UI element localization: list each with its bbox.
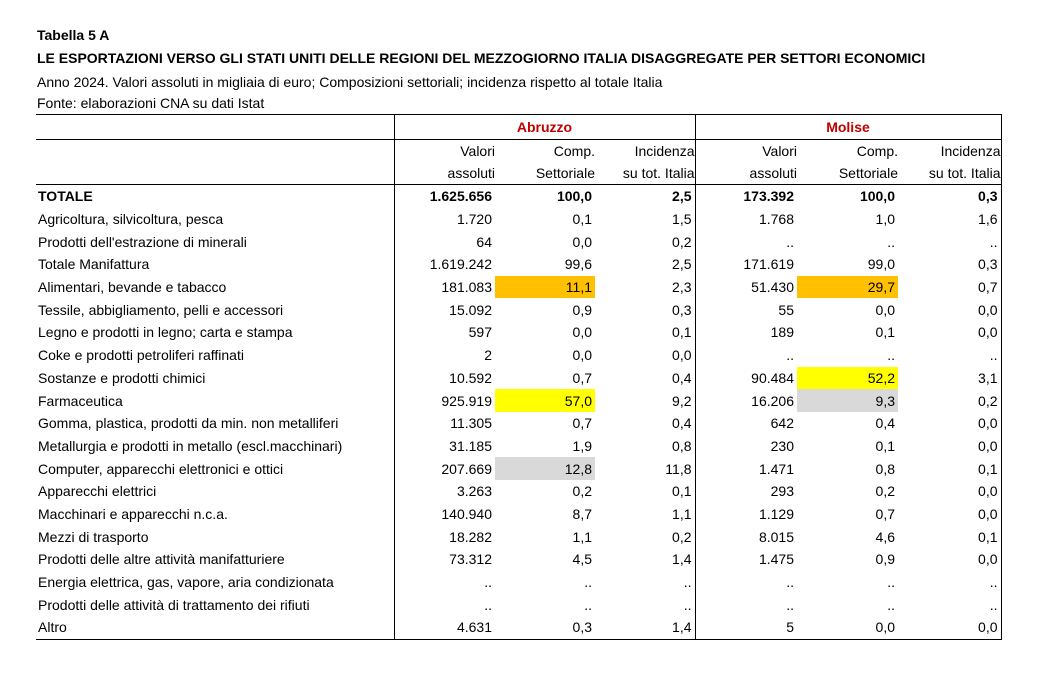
table-row xyxy=(36,208,1001,231)
col-valori-a-2: assoluti xyxy=(394,162,495,185)
col-inc-a-2: su tot. Italia xyxy=(595,162,695,185)
cell-m-comp: 52,2 xyxy=(797,367,898,390)
cell-m-val: 230 xyxy=(695,435,797,458)
cell-m-comp: 29,7 xyxy=(797,276,898,299)
cell-m-comp: 0,9 xyxy=(875,551,895,568)
cell-m-comp: 0,8 xyxy=(875,460,895,477)
cell-a-inc: 0,1 xyxy=(672,483,692,500)
cell-m-val: 642 xyxy=(695,412,797,435)
cell-m-val: .. xyxy=(695,344,797,367)
cell-a-val: 207.669 xyxy=(394,457,495,480)
col-inc-m-2: su tot. Italia xyxy=(898,162,1001,185)
cell-a-comp: 1,9 xyxy=(572,437,592,454)
cell-a-comp: 0,9 xyxy=(572,301,592,318)
cell-m-inc: 0,2 xyxy=(898,389,1001,412)
table-row xyxy=(36,548,1001,571)
cell-m-val: 293 xyxy=(695,480,797,503)
row-label: Mezzi di trasporto xyxy=(38,528,149,545)
row-label: Apparecchi elettrici xyxy=(38,483,157,500)
cell-a-comp: 11,1 xyxy=(495,276,595,299)
cell-m-inc: 0,0 xyxy=(898,616,1001,639)
row-label: Sostanze e prodotti chimici xyxy=(38,369,206,386)
cell-m-inc: .. xyxy=(898,344,1001,367)
cell-m-val: 1.129 xyxy=(695,503,797,526)
region-molise: Molise xyxy=(695,115,1001,140)
cell-a-val: 1.720 xyxy=(394,208,495,231)
cell-a-inc: 0,3 xyxy=(672,301,692,318)
cell-a-val: 64 xyxy=(394,230,495,253)
cell-m-comp: .. xyxy=(887,574,895,591)
cell-m-val: 55 xyxy=(695,298,797,321)
cell-a-inc: 2,5 xyxy=(672,256,692,273)
region-header-row xyxy=(36,115,1001,140)
cell-a-val: 925.919 xyxy=(394,389,495,412)
cell-m-inc: 0,0 xyxy=(898,298,1001,321)
cell-a-comp: 0,0 xyxy=(572,233,592,250)
col-comp-m: Comp. xyxy=(797,140,898,163)
cell-m-val: 1.475 xyxy=(695,548,797,571)
cell-m-val: 189 xyxy=(695,321,797,344)
row-label: Metallurgia e prodotti in metallo (escl.macchinari) xyxy=(38,437,343,454)
col-comp-a: Comp. xyxy=(495,140,595,163)
cell-m-comp: 0,1 xyxy=(875,324,895,341)
cell-m-inc: 0,3 xyxy=(898,185,1001,208)
cell-m-comp: .. xyxy=(887,347,895,364)
cell-m-comp: .. xyxy=(887,233,895,250)
cell-a-inc: 11,8 xyxy=(665,460,692,477)
cell-m-inc: .. xyxy=(898,593,1001,616)
cell-a-inc: 9,2 xyxy=(672,392,692,409)
cell-m-comp: 4,6 xyxy=(875,528,895,545)
col-inc-a: Incidenza xyxy=(595,140,695,163)
cell-m-inc: .. xyxy=(898,571,1001,594)
cell-a-comp: 0,0 xyxy=(572,347,592,364)
cell-a-inc: 0,0 xyxy=(672,347,692,364)
table-id: Tabella 5 A xyxy=(37,27,110,43)
cell-a-inc: 1,5 xyxy=(672,211,692,228)
table-row xyxy=(36,276,1001,299)
table-row xyxy=(36,480,1001,503)
row-label: Alimentari, bevande e tabacco xyxy=(38,279,227,296)
cell-a-inc: .. xyxy=(683,596,692,613)
cell-a-comp: 57,0 xyxy=(495,389,595,412)
cell-a-val: 140.940 xyxy=(394,503,495,526)
cell-m-inc: 0,0 xyxy=(898,480,1001,503)
column-header-row-2 xyxy=(36,162,1001,185)
cell-a-val: 10.592 xyxy=(394,367,495,390)
cell-a-comp: 0,3 xyxy=(495,616,595,639)
cell-a-val: 15.092 xyxy=(394,298,495,321)
col-comp-a-2: Settoriale xyxy=(495,162,595,185)
cell-a-comp: 0,7 xyxy=(572,369,592,386)
table-row xyxy=(36,457,1001,480)
row-label: Legno e prodotti in legno; carta e stampa xyxy=(38,324,293,341)
cell-m-comp: .. xyxy=(887,596,895,613)
cell-a-inc: 2,5 xyxy=(672,188,692,205)
cell-m-comp: 0,2 xyxy=(875,483,895,500)
cell-a-inc: 1,4 xyxy=(595,616,695,639)
cell-m-val: .. xyxy=(695,230,797,253)
cell-a-val: .. xyxy=(394,571,495,594)
cell-a-inc: 0,4 xyxy=(672,369,692,386)
cell-a-val: 11.305 xyxy=(394,412,495,435)
table-row xyxy=(36,412,1001,435)
cell-m-inc: 0,0 xyxy=(898,503,1001,526)
cell-m-val: .. xyxy=(695,571,797,594)
row-label: Coke e prodotti petroliferi raffinati xyxy=(38,347,244,364)
cell-m-comp: 0,0 xyxy=(875,301,895,318)
cell-m-val: 51.430 xyxy=(695,276,797,299)
row-label: Agricoltura, silvicoltura, pesca xyxy=(38,211,224,228)
cell-m-inc: 0,3 xyxy=(898,253,1001,276)
cell-a-comp: 4,5 xyxy=(572,551,592,568)
exports-table xyxy=(36,114,1002,640)
row-label: Prodotti delle attività di trattamento dei rifiuti xyxy=(38,596,310,613)
region-abruzzo: Abruzzo xyxy=(394,115,695,140)
cell-a-comp: 12,8 xyxy=(495,457,595,480)
cell-m-inc: 0,0 xyxy=(898,412,1001,435)
cell-a-inc: 0,2 xyxy=(672,233,692,250)
table-title: LE ESPORTAZIONI VERSO GLI STATI UNITI DELLE REGIONI DEL MEZZOGIORNO ITALIA DISAGGREGATE PER SETTORI ECONOMICI xyxy=(37,50,926,66)
cell-a-inc: 0,4 xyxy=(672,415,692,432)
row-label: Tessile, abbigliamento, pelli e accessori xyxy=(38,301,284,318)
cell-m-inc: 0,0 xyxy=(898,321,1001,344)
cell-a-inc: 0,1 xyxy=(672,324,692,341)
cell-a-inc: 1,4 xyxy=(672,551,692,568)
table-row xyxy=(36,298,1001,321)
cell-m-inc: 0,0 xyxy=(898,548,1001,571)
col-inc-m: Incidenza xyxy=(898,140,1001,163)
cell-a-val: 2 xyxy=(394,344,495,367)
cell-a-val: 597 xyxy=(394,321,495,344)
row-label: Altro xyxy=(36,616,394,639)
row-label: Gomma, plastica, prodotti da min. non metalliferi xyxy=(38,415,339,432)
cell-a-val: 31.185 xyxy=(394,435,495,458)
cell-a-val: 4.631 xyxy=(394,616,495,639)
table-row xyxy=(36,389,1001,412)
table-row xyxy=(36,616,1001,639)
cell-a-inc: 2,3 xyxy=(672,279,692,296)
table-row xyxy=(36,185,1001,208)
cell-m-val: 5 xyxy=(695,616,797,639)
cell-m-comp: 9,3 xyxy=(797,389,898,412)
cell-m-inc: 3,1 xyxy=(898,367,1001,390)
cell-a-val: 18.282 xyxy=(394,525,495,548)
cell-m-val: .. xyxy=(695,593,797,616)
cell-m-val: 16.206 xyxy=(695,389,797,412)
cell-m-comp: 0,4 xyxy=(875,415,895,432)
col-valori-a: Valori xyxy=(394,140,495,163)
cell-a-comp: 1,1 xyxy=(572,528,592,545)
cell-a-inc: 0,2 xyxy=(672,528,692,545)
col-comp-m-2: Settoriale xyxy=(797,162,898,185)
table-row xyxy=(36,571,1001,594)
table-row xyxy=(36,230,1001,253)
table-row xyxy=(36,344,1001,367)
row-label: Prodotti delle altre attività manifatturiere xyxy=(38,551,285,568)
col-valori-m-2: assoluti xyxy=(695,162,797,185)
cell-a-comp: 0,0 xyxy=(572,324,592,341)
cell-a-comp: 0,7 xyxy=(572,415,592,432)
cell-a-comp: 0,1 xyxy=(572,211,592,228)
cell-a-comp: 100,0 xyxy=(556,188,592,205)
table-row xyxy=(36,525,1001,548)
cell-m-comp: 100,0 xyxy=(859,188,895,205)
cell-a-inc: 1,1 xyxy=(672,505,692,522)
cell-m-val: 1.471 xyxy=(695,457,797,480)
cell-a-comp: .. xyxy=(584,574,592,591)
table-row xyxy=(36,503,1001,526)
cell-m-inc: 0,0 xyxy=(898,435,1001,458)
table-row xyxy=(36,435,1001,458)
cell-a-val: 73.312 xyxy=(394,548,495,571)
col-valori-m: Valori xyxy=(695,140,797,163)
column-header-row-1 xyxy=(36,140,1001,163)
cell-a-val: 1.619.242 xyxy=(394,253,495,276)
cell-a-val: 181.083 xyxy=(394,276,495,299)
row-label: Macchinari e apparecchi n.c.a. xyxy=(38,505,228,522)
cell-a-comp: 8,7 xyxy=(572,505,592,522)
cell-m-comp: 0,7 xyxy=(875,505,895,522)
cell-a-comp: .. xyxy=(584,596,592,613)
row-label: Computer, apparecchi elettronici e ottici xyxy=(38,460,284,477)
row-label: Energia elettrica, gas, vapore, aria condizionata xyxy=(38,574,334,591)
cell-m-comp: 99,0 xyxy=(867,256,895,273)
cell-m-val: 171.619 xyxy=(695,253,797,276)
cell-m-inc: 0,1 xyxy=(898,525,1001,548)
cell-a-comp: 99,6 xyxy=(564,256,592,273)
cell-a-val: .. xyxy=(394,593,495,616)
row-label: Prodotti dell'estrazione di minerali xyxy=(38,233,247,250)
table-row xyxy=(36,253,1001,276)
table-note: Anno 2024. Valori assoluti in migliaia di euro; Composizioni settoriali; incidenza rispetto al totale Italia xyxy=(37,74,663,90)
row-label: TOTALE xyxy=(38,188,93,205)
cell-a-val: 3.263 xyxy=(394,480,495,503)
cell-a-val: 1.625.656 xyxy=(394,185,495,208)
cell-m-comp: 0,1 xyxy=(875,437,895,454)
row-label: Farmaceutica xyxy=(38,392,123,409)
table-row xyxy=(36,593,1001,616)
cell-a-comp: 0,2 xyxy=(572,483,592,500)
cell-m-comp: 0,0 xyxy=(797,616,898,639)
table-row xyxy=(36,321,1001,344)
cell-a-inc: 0,8 xyxy=(672,437,692,454)
cell-m-val: 1.768 xyxy=(695,208,797,231)
cell-m-inc: .. xyxy=(898,230,1001,253)
cell-m-val: 8.015 xyxy=(695,525,797,548)
cell-m-inc: 1,6 xyxy=(898,208,1001,231)
table-source: Fonte: elaborazioni CNA su dati Istat xyxy=(37,95,265,111)
row-label: Totale Manifattura xyxy=(38,256,150,273)
cell-m-inc: 0,1 xyxy=(898,457,1001,480)
table-row xyxy=(36,367,1001,390)
cell-m-val: 173.392 xyxy=(695,185,797,208)
cell-m-inc: 0,7 xyxy=(898,276,1001,299)
cell-m-comp: 1,0 xyxy=(875,211,895,228)
cell-m-val: 90.484 xyxy=(695,367,797,390)
cell-a-inc: .. xyxy=(683,574,692,591)
